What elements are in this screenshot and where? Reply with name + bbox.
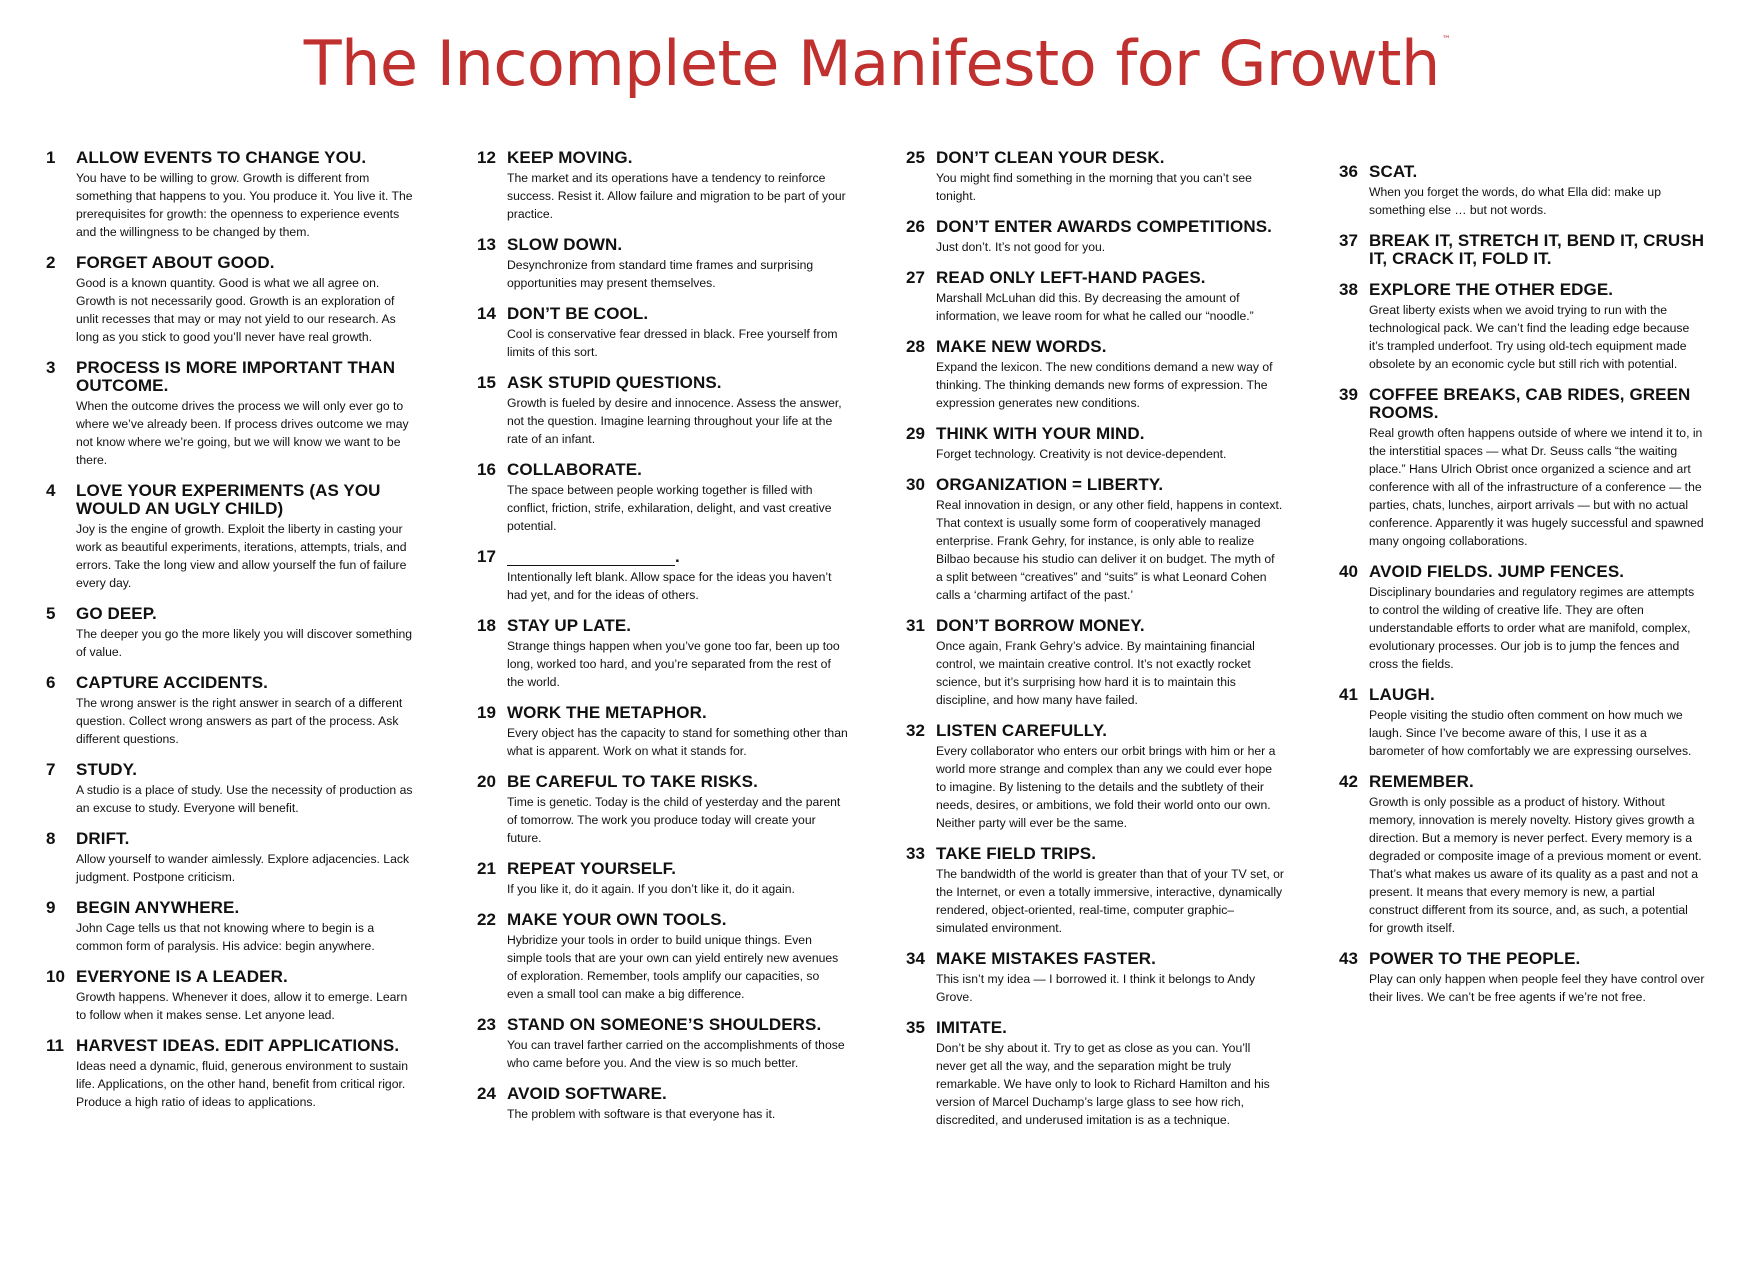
item-description: The problem with software is that everyone has it.	[507, 1107, 776, 1121]
item-number: 7	[46, 760, 56, 779]
item-description: Real innovation in design, or any other field, happens in context. That context is usually some form of cooperatively managed enterprise. Frank Gehry, for instance, is only able to realize Bilbao because his studio can deliver it on budget. The myth of a split between “creatives” and “suits” is what Leonard Cohen calls a ‘charming artifact of the past.’	[936, 498, 1283, 602]
manifesto-item	[46, 830, 418, 886]
item-description: Good is a known quantity. Good is what we all agree on. Growth is not necessarily good. Growth is an exploration of unlit recesses that may or may not yield to our research. As long as you stick to good you’ll never have real growth.	[76, 276, 396, 344]
manifesto-item	[906, 476, 1284, 604]
item-heading: LAUGH.	[1369, 685, 1435, 704]
item-heading: COLLABORATE.	[507, 460, 642, 479]
item-number: 8	[46, 829, 56, 848]
item-number: 40	[1339, 562, 1358, 581]
item-description: The wrong answer is the right answer in search of a different question. Collect wrong answers as part of the process. Ask different questions.	[76, 696, 403, 746]
manifesto-item	[1339, 950, 1705, 1006]
item-description: Ideas need a dynamic, fluid, generous environment to sustain life. Applications, on the other hand, benefit from critical rigor. Produce a high ratio of ideas to applications.	[76, 1059, 408, 1109]
item-number: 38	[1339, 280, 1358, 299]
item-number: 24	[477, 1084, 496, 1103]
item-number: 1	[46, 148, 56, 167]
item-description: John Cage tells us that not knowing where to begin is a common form of paralysis. His advice: begin anywhere.	[76, 921, 375, 953]
item-description: Time is genetic. Today is the child of yesterday and the parent of tomorrow. The work you produce today will create your future.	[507, 795, 841, 845]
item-description: Joy is the engine of growth. Exploit the liberty in casting your work as beautiful experiments, iterations, attempts, trials, and errors. Take the long view and allow yourself the fun of failure every day.	[76, 522, 407, 590]
item-number: 29	[906, 424, 925, 443]
item-heading: ORGANIZATION = LIBERTY.	[936, 475, 1164, 494]
manifesto-item	[477, 773, 849, 847]
column-4	[1339, 163, 1705, 1019]
manifesto-item	[906, 269, 1284, 325]
item-heading: HARVEST IDEAS. EDIT APPLICATIONS.	[76, 1036, 400, 1055]
page-title: The Incomplete Manifesto for Growth ™	[303, 27, 1451, 100]
item-number: 42	[1339, 772, 1358, 791]
item-number: 22	[477, 910, 496, 929]
item-description: You might find something in the morning that you can’t see tonight.	[936, 171, 1252, 203]
item-description: The deeper you go the more likely you will discover something of value.	[76, 627, 413, 659]
manifesto-item	[477, 1016, 849, 1072]
item-heading: STUDY.	[76, 760, 138, 779]
item-heading: COFFEE BREAKS, CAB RIDES, GREEN ROOMS.	[1369, 385, 1691, 422]
item-heading: GO DEEP.	[76, 604, 157, 623]
item-description: The bandwidth of the world is greater than that of your TV set, or the Internet, or even a totally immersive, interactive, dynamically rendered, object-oriented, real-time, computer graphic–simulated environment.	[936, 867, 1284, 935]
item-number: 5	[46, 604, 56, 623]
item-description: Every object has the capacity to stand for something other than what is apparent. Work on what it stands for.	[507, 726, 848, 758]
item-heading: MAKE YOUR OWN TOOLS.	[507, 910, 727, 929]
item-description: Don’t be shy about it. Try to get as close as you can. You’ll never get all the way, and the separation might be truly remarkable. We have only to look to Richard Hamilton and his version of Marcel Duchamp’s large glass to see how rich, discredited, and underused imitation is as a technique.	[936, 1041, 1270, 1127]
item-heading: REMEMBER.	[1369, 772, 1474, 791]
manifesto-item	[46, 482, 418, 592]
column-1	[46, 149, 418, 1124]
item-description: Growth is fueled by desire and innocence. Assess the answer, not the question. Imagine learning throughout your life at the rate of an infant.	[507, 396, 842, 446]
item-description: Marshall McLuhan did this. By decreasing the amount of information, we leave room for what he called our “noodle.”	[936, 291, 1254, 323]
trademark-mark: ™	[1441, 35, 1451, 45]
item-number: 12	[477, 148, 496, 167]
item-heading: SLOW DOWN.	[507, 235, 623, 254]
item-number: 16	[477, 460, 496, 479]
item-heading: CAPTURE ACCIDENTS.	[76, 673, 268, 692]
item-description: Growth happens. Whenever it does, allow it to emerge. Learn to follow when it makes sense. Let anyone lead.	[76, 990, 408, 1022]
item-description: Growth is only possible as a product of history. Without memory, innovation is merely novelty. History gives growth a direction. But a memory is never perfect. Every memory is a degraded or composite image of a previous moment or event. That’s what makes us aware of its quality as a past and not a present. It means that every memory is new, a partial construct different from its source, and, as such, a potential for growth itself.	[1369, 795, 1702, 935]
item-number: 34	[906, 949, 925, 968]
item-description: The space between people working together is filled with conflict, friction, strife, exhilaration, delight, and vast creative potential.	[507, 483, 832, 533]
manifesto-item	[46, 605, 418, 661]
manifesto-item	[906, 1019, 1284, 1129]
item-number: 43	[1339, 949, 1358, 968]
item-heading: MAKE NEW WORDS.	[936, 337, 1107, 356]
item-heading: PROCESS IS MORE IMPORTANT THAN OUTCOME.	[76, 358, 396, 395]
manifesto-item	[906, 218, 1284, 256]
item-number: 30	[906, 475, 925, 494]
item-number: 2	[46, 253, 56, 272]
item-number: 19	[477, 703, 496, 722]
manifesto-item	[477, 236, 849, 292]
item-heading: LOVE YOUR EXPERIMENTS (AS YOU WOULD AN UGLY CHILD)	[76, 481, 381, 518]
item-number: 6	[46, 673, 56, 692]
manifesto-item	[477, 860, 849, 898]
item-heading-text: .	[675, 547, 680, 566]
item-description: Strange things happen when you’ve gone too far, been up too long, worked too hard, and you’re separated from the rest of the world.	[507, 639, 840, 689]
item-number: 41	[1339, 685, 1358, 704]
manifesto-item	[477, 1085, 849, 1123]
item-heading: FORGET ABOUT GOOD.	[76, 253, 275, 272]
item-heading: EVERYONE IS A LEADER.	[76, 967, 288, 986]
manifesto-item	[477, 374, 849, 448]
blank-line	[507, 551, 675, 566]
item-heading: IMITATE.	[936, 1018, 1007, 1037]
item-heading: WORK THE METAPHOR.	[507, 703, 707, 722]
item-description: Play can only happen when people feel they have control over their lives. We can’t be free agents if we’re not free.	[1369, 972, 1705, 1004]
item-number: 26	[906, 217, 925, 236]
item-heading: AVOID FIELDS. JUMP FENCES.	[1369, 562, 1625, 581]
manifesto-item	[906, 149, 1284, 205]
item-number: 20	[477, 772, 496, 791]
item-description: People visiting the studio often comment on how much we laugh. Since I’ve become aware of this, I use it as a barometer of how comfortably we are expressing ourselves.	[1369, 708, 1692, 758]
manifesto-columns	[0, 149, 1754, 1270]
manifesto-item	[477, 149, 849, 223]
item-description: Allow yourself to wander aimlessly. Explore adjacencies. Lack judgment. Postpone criticism.	[76, 852, 410, 884]
manifesto-item	[906, 425, 1284, 463]
item-heading	[507, 548, 849, 566]
item-heading: REPEAT YOURSELF.	[507, 859, 677, 878]
item-heading: BREAK IT, STRETCH IT, BEND IT, CRUSH IT, CRACK IT, FOLD IT.	[1369, 231, 1705, 268]
manifesto-item	[46, 254, 418, 346]
item-number: 25	[906, 148, 925, 167]
item-heading: ALLOW EVENTS TO CHANGE YOU.	[76, 148, 367, 167]
item-heading: EXPLORE THE OTHER EDGE.	[1369, 280, 1614, 299]
item-description: When the outcome drives the process we will only ever go to where we’ve already been. If process drives outcome we may not know where we’re going, but we will know we want to be there.	[76, 399, 409, 467]
item-heading: STAND ON SOMEONE’S SHOULDERS.	[507, 1015, 822, 1034]
manifesto-item	[477, 911, 849, 1003]
item-heading: BE CAREFUL TO TAKE RISKS.	[507, 772, 758, 791]
item-heading: DON’T CLEAN YOUR DESK.	[936, 148, 1165, 167]
item-number: 36	[1339, 162, 1358, 181]
item-description: Desynchronize from standard time frames and surprising opportunities may present themselves.	[507, 258, 814, 290]
item-number: 11	[46, 1036, 64, 1055]
item-description: The market and its operations have a tendency to reinforce success. Resist it. Allow failure and migration to be part of your practice.	[507, 171, 846, 221]
item-heading: BEGIN ANYWHERE.	[76, 898, 240, 917]
manifesto-item	[1339, 386, 1705, 550]
manifesto-item	[46, 359, 418, 469]
manifesto-item	[906, 338, 1284, 412]
item-heading: POWER TO THE PEOPLE.	[1369, 949, 1581, 968]
item-heading: KEEP MOVING.	[507, 148, 633, 167]
item-number: 21	[477, 859, 496, 878]
item-heading: MAKE MISTAKES FASTER.	[936, 949, 1156, 968]
item-number: 28	[906, 337, 925, 356]
item-heading: DON’T BORROW MONEY.	[936, 616, 1145, 635]
manifesto-item	[477, 305, 849, 361]
item-number: 32	[906, 721, 925, 740]
item-description: A studio is a place of study. Use the necessity of production as an excuse to study. Everyone will benefit.	[76, 783, 413, 815]
item-number: 4	[46, 481, 56, 500]
item-description: Real growth often happens outside of where we intend it to, in the interstitial spaces — what Dr. Seuss calls “the waiting place.” Hans Ulrich Obrist once organized a science and art conference with all of the infrastructure of a conference — the parties, chats, lunches, airport arrivals — but with no actual conference. Apparently it was hugely successful and spawned many ongoing collaborations.	[1369, 426, 1704, 548]
item-heading: LISTEN CAREFULLY.	[936, 721, 1108, 740]
manifesto-item	[906, 950, 1284, 1006]
item-number: 35	[906, 1018, 925, 1037]
item-number: 13	[477, 235, 496, 254]
item-number: 10	[46, 967, 65, 986]
manifesto-item	[46, 761, 418, 817]
item-heading: AVOID SOFTWARE.	[507, 1084, 667, 1103]
manifesto-item	[477, 617, 849, 691]
item-description: You can travel farther carried on the accomplishments of those who came before you. And the view is so much better.	[507, 1038, 845, 1070]
item-description: Expand the lexicon. The new conditions demand a new way of thinking. The thinking demands new forms of expression. The expression generates new conditions.	[936, 360, 1273, 410]
column-2	[477, 149, 849, 1136]
manifesto-item	[1339, 563, 1705, 673]
item-number: 27	[906, 268, 925, 287]
item-heading: SCAT.	[1369, 162, 1418, 181]
item-heading: READ ONLY LEFT-HAND PAGES.	[936, 268, 1206, 287]
item-number: 14	[477, 304, 496, 323]
item-description: Disciplinary boundaries and regulatory regimes are attempts to control the wilding of creative life. They are often understandable efforts to order what are manifold, complex, evolutionary processes. Our job is to jump the fences and cross the fields.	[1369, 585, 1695, 671]
item-heading: ASK STUPID QUESTIONS.	[507, 373, 722, 392]
manifesto-item	[1339, 232, 1705, 268]
item-number: 18	[477, 616, 496, 635]
manifesto-item	[906, 722, 1284, 832]
manifesto-item	[477, 461, 849, 535]
manifesto-item	[477, 704, 849, 760]
column-3	[906, 149, 1284, 1142]
manifesto-item	[1339, 163, 1705, 219]
item-description: This isn’t my idea — I borrowed it. I think it belongs to Andy Grove.	[936, 972, 1256, 1004]
item-heading: DRIFT.	[76, 829, 130, 848]
manifesto-item	[1339, 773, 1705, 937]
manifesto-item	[1339, 281, 1705, 373]
item-heading: DON’T ENTER AWARDS COMPETITIONS.	[936, 217, 1272, 236]
item-number: 23	[477, 1015, 496, 1034]
item-description: Forget technology. Creativity is not device-dependent.	[936, 447, 1227, 461]
item-heading: TAKE FIELD TRIPS.	[936, 844, 1097, 863]
item-description: If you like it, do it again. If you don’t like it, do it again.	[507, 882, 795, 896]
item-number: 3	[46, 358, 56, 377]
manifesto-item	[906, 617, 1284, 709]
item-description: Once again, Frank Gehry’s advice. By maintaining financial control, we maintain creative control. It’s not exactly rocket science, but it’s surprising how hard it is to maintain this discipline, and how many have failed.	[936, 639, 1255, 707]
item-heading: STAY UP LATE.	[507, 616, 632, 635]
manifesto-item	[1339, 686, 1705, 760]
manifesto-item	[46, 968, 418, 1024]
item-description: Intentionally left blank. Allow space for the ideas you haven’t had yet, and for the ideas of others.	[507, 570, 832, 602]
item-description: Every collaborator who enters our orbit brings with him or her a world more strange and complex than any we could ever hope to imagine. By listening to the details and the subtlety of their needs, desires, or ambitions, we fold their world onto our own. Neither party will ever be the same.	[936, 744, 1276, 830]
manifesto-item	[46, 149, 418, 241]
manifesto-item	[46, 674, 418, 748]
item-number: 33	[906, 844, 925, 863]
item-description: Great liberty exists when we avoid trying to run with the technological pack. We can’t find the leading edge because it’s trampled underfoot. Try using old-tech equipment made obsolete by an economic cycle but still rich with potential.	[1369, 303, 1690, 371]
manifesto-item	[906, 845, 1284, 937]
item-number: 37	[1339, 231, 1358, 250]
manifesto-item	[46, 1037, 418, 1111]
item-heading: DON’T BE COOL.	[507, 304, 649, 323]
item-description: When you forget the words, do what Ella did: make up something else … but not words.	[1369, 185, 1661, 217]
item-description: Just don’t. It’s not good for you.	[936, 240, 1106, 254]
item-number: 17	[477, 547, 496, 566]
item-description: You have to be willing to grow. Growth is different from something that happens to you. You produce it. You live it. The prerequisites for growth: the openness to experience events and the willingness to be changed by them.	[76, 171, 413, 239]
item-description: Hybridize your tools in order to build unique things. Even simple tools that are your own can yield entirely new avenues of exploration. Remember, tools amplify our capacities, so even a small tool can make a big difference.	[507, 933, 839, 1001]
item-number: 31	[906, 616, 925, 635]
item-heading: THINK WITH YOUR MIND.	[936, 424, 1145, 443]
item-number: 15	[477, 373, 496, 392]
item-description: Cool is conservative fear dressed in black. Free yourself from limits of this sort.	[507, 327, 838, 359]
item-number: 39	[1339, 385, 1358, 404]
item-number: 9	[46, 898, 56, 917]
manifesto-item	[477, 548, 849, 604]
manifesto-item	[46, 899, 418, 955]
